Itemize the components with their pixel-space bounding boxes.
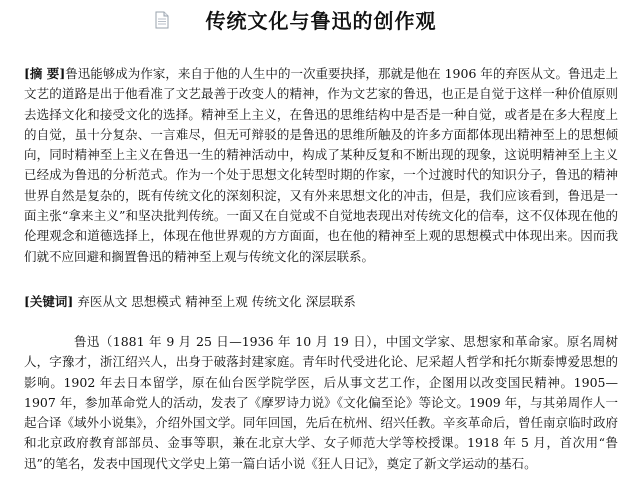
keywords-text: 弃医从文 思想模式 精神至上观 传统文化 深层联系 [77, 294, 356, 309]
keywords-line [24, 293, 618, 311]
abstract-label: [摘 要] [24, 66, 66, 81]
abstract-text: 鲁迅能够成为作家，来自于他的人生中的一次重要抉择，那就是他在 1906 年的弃医从文。鲁迅走上文艺的道路是出于他看准了文艺最善于改变人的精神，作为文艺家的鲁迅，也正是自觉于这样一种价值原则去选择文化和接受文化的选择。精神至上主义，在鲁迅的思维结构中是否是一种自觉，或者是在多大程度上的自觉，虽十分复杂、一言难尽，但无可辩驳的是鲁迅的思维所触及的许多方面都体现出精神至上的思想倾向，同时精神至上主义在鲁迅一生的精神活动中，构成了某种反复和不断出现的现象，这说明精神至上主义已经成为鲁迅的分析范式。作为一个处于思想文化转型时期的作家，一个过渡时代的知识分子，鲁迅的精神世界自然是复杂的，既有传统文化的深刻积淀，又有外来思想文化的冲击，但是，我们应该看到，鲁迅是一面主张“拿来主义”和坚决批判传统。一面又在自觉或不自觉地表现出对传统文化的信奉，这不仅体现在他的伦理观念和道德选择上，体现在他世界观的方方面面，也在他的精神至上观的思想模式中体现出来。因而我们就不应回避和搁置鲁迅的精神至上观与传统文化的深层联系。 [24, 66, 618, 264]
document-title: 传统文化与鲁迅的创作观 [205, 9, 437, 33]
abstract-paragraph [24, 64, 618, 267]
keywords-label: [关键词] [24, 294, 74, 309]
body-paragraph: 鲁迅（1881 年 9 月 25 日—1936 年 10 月 19 日），中国文学家、思想家和革命家。原名周树人，字豫才，浙江绍兴人，出身于破落封建家庭。青年时代受进化论、尼采超人哲学和托尔斯泰博爱思想的影响。1902 年去日本留学，原在仙台医学院学医，后从事文艺工作，企图用以改变国民精神。1905—1907 年，参加革命党人的活动，发表了《摩罗诗力说》《文化偏至论》等论文。1909 年，与其弟周作人一起合译《域外小说集》，介绍外国文学。同年回国，先后在杭州、绍兴任教。辛亥革命后，曾任南京临时政府和北京政府教育部部员、金事等职，兼在北京大学、女子师范大学等校授课。1918 年 5 月，首次用“鲁迅”的笔名，发表中国现代文学史上第一篇白话小说《狂人日记》，奠定了新文学运动的基石。 [24, 334, 618, 471]
